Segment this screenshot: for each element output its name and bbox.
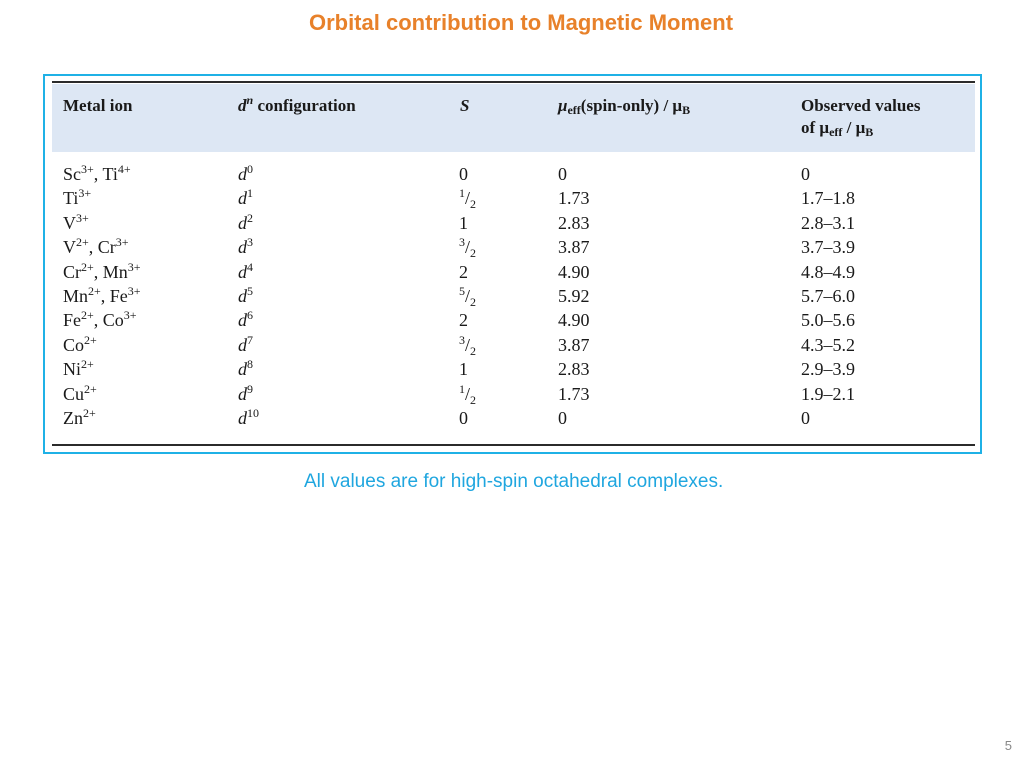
cell-metal-ion: $Sc^{3+}$, $Ti^{4+}$	[63, 162, 131, 184]
cell-dn: $d^6$	[238, 308, 253, 331]
column-spin-only	[558, 162, 590, 430]
cell-dn: $d^3$	[238, 235, 253, 258]
cell-dn: $d^4$	[238, 259, 253, 282]
cell-s: 0	[459, 164, 468, 184]
cell-metal-ion: $Cr^{2+}$, $Mn^{3+}$	[63, 259, 141, 282]
table-caption: All values are for high-spin octahedral complexes.	[304, 471, 724, 492]
cell-metal-ion: $Fe^{2+}$, $Co^{3+}$	[63, 308, 137, 331]
cell-spin-only: 5.92	[558, 285, 590, 306]
header-s: S	[460, 96, 470, 115]
cell-dn: $d^{10}$	[238, 405, 259, 428]
cell-spin-only: 2.83	[558, 359, 590, 380]
table-bottom-rule	[52, 444, 975, 446]
column-metal-ion	[63, 162, 141, 430]
cell-s: $^1/_2$	[459, 186, 477, 212]
table-top-rule	[52, 81, 975, 83]
page-number: 5	[1004, 738, 1012, 753]
cell-dn: $d^8$	[238, 357, 253, 380]
cell-observed: 4.8–4.9	[801, 261, 855, 282]
cell-observed: 5.0–5.6	[801, 310, 855, 331]
cell-spin-only: 3.87	[558, 334, 590, 355]
cell-observed: 2.9–3.9	[801, 359, 855, 380]
cell-spin-only: 0	[558, 164, 567, 184]
cell-s: $^3/_2$	[459, 235, 477, 261]
cell-dn: $d^1$	[238, 186, 253, 209]
cell-spin-only: 1.73	[558, 383, 590, 404]
cell-observed: 1.7–1.8	[801, 188, 855, 209]
cell-s: 1	[459, 359, 468, 380]
header-spin-only: $\mu_{eff}(spin-only) / \mu_B$	[558, 96, 691, 117]
column-dn	[238, 162, 259, 430]
cell-s: $^5/_2$	[459, 283, 477, 309]
magnetic-moment-table	[43, 74, 982, 454]
column-s	[459, 162, 487, 430]
cell-s: 1	[459, 212, 468, 233]
cell-metal-ion: $V^{3+}$	[63, 210, 89, 233]
cell-dn: $d^0$	[238, 162, 253, 184]
cell-spin-only: 1.73	[558, 188, 590, 209]
cell-observed: 3.7–3.9	[801, 237, 855, 258]
cell-metal-ion: $Zn^{2+}$	[63, 405, 96, 428]
cell-s: 2	[459, 310, 468, 331]
cell-metal-ion: $Ti^{3+}$	[63, 186, 92, 209]
cell-metal-ion: $V^{2+}$, $Cr^{3+}$	[63, 235, 129, 258]
cell-spin-only: 4.90	[558, 261, 590, 282]
cell-observed: 4.3–5.2	[801, 334, 855, 355]
cell-spin-only: 4.90	[558, 310, 590, 331]
cell-observed: 5.7–6.0	[801, 285, 855, 306]
header-observed: Observed values of $\mu_{eff} / \mu_B$	[801, 96, 921, 139]
cell-s: 0	[459, 407, 468, 428]
cell-dn: $d^2$	[238, 210, 253, 233]
cell-observed: 1.9–2.1	[801, 383, 855, 404]
cell-observed: 2.8–3.1	[801, 212, 855, 233]
cell-observed: 0	[801, 407, 810, 428]
cell-s: $^1/_2$	[459, 381, 477, 407]
cell-spin-only: 0	[558, 407, 567, 428]
cell-metal-ion: $Ni^{2+}$	[63, 357, 94, 380]
cell-spin-only: 3.87	[558, 237, 590, 258]
column-observed	[801, 162, 855, 430]
header-metal-ion: Metal ion	[63, 96, 133, 115]
cell-s: 2	[459, 261, 468, 282]
cell-s: $^3/_2$	[459, 332, 477, 358]
cell-dn: $d^7$	[238, 332, 253, 355]
cell-metal-ion: $Co^{2+}$	[63, 332, 97, 355]
cell-metal-ion: $Mn^{2+}$, $Fe^{3+}$	[63, 283, 141, 306]
slide-title: Orbital contribution to Magnetic Moment	[308, 10, 734, 35]
header-dn-configuration: $d^n$ configuration	[238, 93, 356, 115]
cell-dn: $d^5$	[238, 283, 253, 306]
cell-spin-only: 2.83	[558, 212, 590, 233]
cell-dn: $d^9$	[238, 381, 253, 404]
cell-observed: 0	[801, 164, 810, 184]
cell-metal-ion: $Cu^{2+}$	[63, 381, 97, 404]
